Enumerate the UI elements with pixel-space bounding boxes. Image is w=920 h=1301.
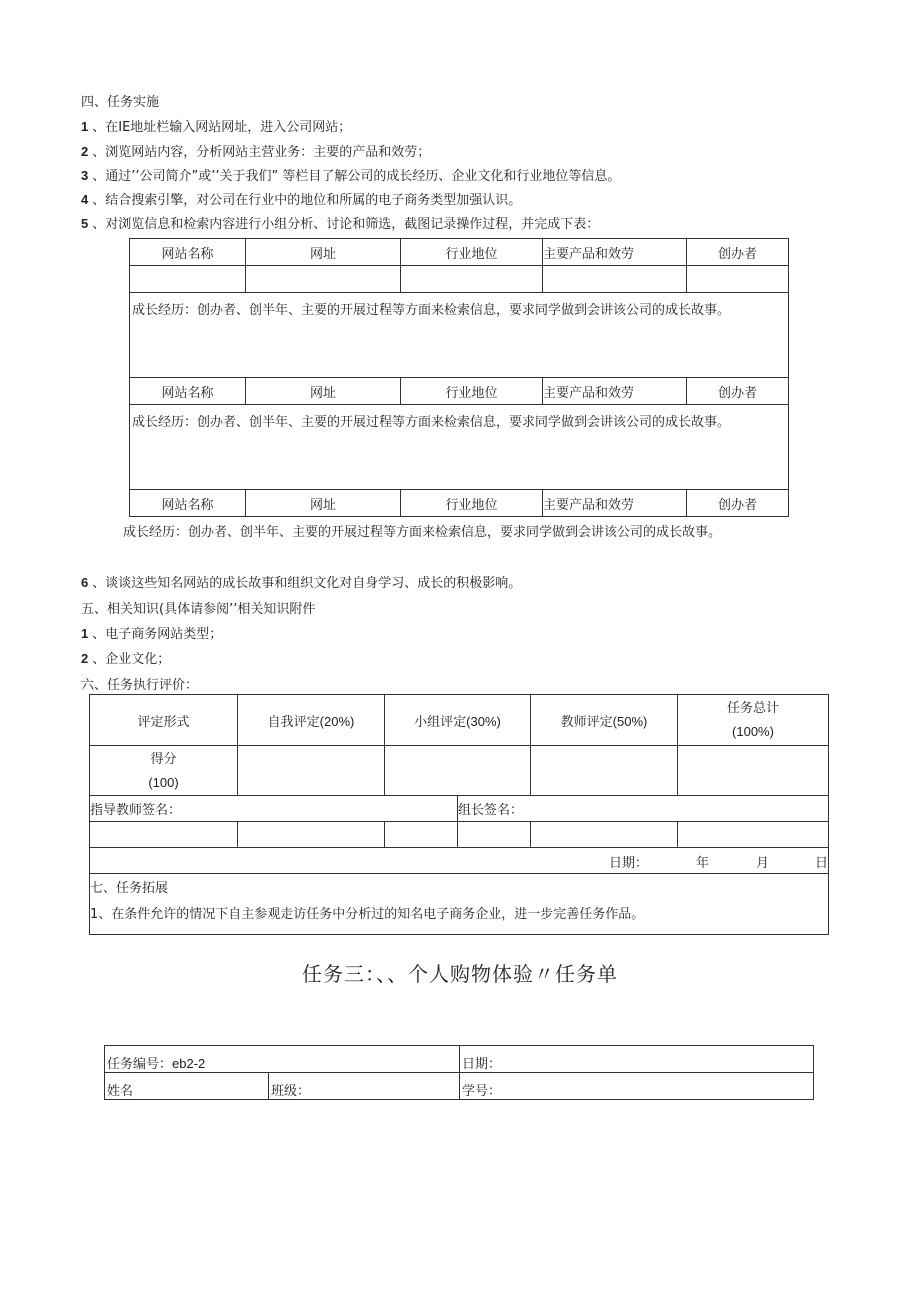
date-label: 日期： <box>609 856 649 871</box>
header-products: 主要产品和效劳 <box>543 490 687 517</box>
date-row <box>90 848 829 874</box>
task3-title: 任务三：、、个人购物体验〃任务单 <box>302 962 618 986</box>
header-products: 主要产品和效劳 <box>543 239 687 266</box>
eval-form-label: 评定形式 <box>90 695 238 746</box>
table-row <box>105 1073 814 1100</box>
date-day: 日 <box>815 856 829 871</box>
table-row <box>90 822 829 848</box>
section7 <box>90 874 829 935</box>
header-url: 网址 <box>246 378 401 405</box>
cell-site-name[interactable] <box>130 266 246 293</box>
table-row <box>130 266 789 293</box>
cell-products[interactable] <box>543 266 687 293</box>
growth-story-cell: 成长经历：创办者、创半年、主要的开展过程等方面来检索信息，要求同学做到会讲该公司的成长故事。 <box>130 405 789 490</box>
cell-founder[interactable] <box>687 266 789 293</box>
signature-cell[interactable] <box>238 822 385 848</box>
total-score-cell[interactable] <box>678 746 829 796</box>
step-3: 3 、通过’’公司简介”或’’关于我们” 等栏目了解公司的成长经历、企业文化和行业地位等信息。 <box>81 168 621 184</box>
knowledge-item-1: 1 、电子商务网站类型； <box>81 626 223 642</box>
table-row <box>90 848 829 874</box>
table-row <box>130 293 789 378</box>
signature-cell[interactable] <box>531 822 678 848</box>
signature-cell[interactable] <box>458 822 531 848</box>
table-row <box>130 490 789 517</box>
date-year: 年 <box>696 856 710 871</box>
cell-url[interactable] <box>246 266 401 293</box>
signature-cell[interactable] <box>385 822 458 848</box>
date-month: 月 <box>756 856 770 871</box>
task-total-label: 任务总计 (100%) <box>678 695 829 746</box>
knowledge-item-2: 2 、企业文化； <box>81 651 171 667</box>
header-industry-status: 行业地位 <box>401 490 543 517</box>
teacher-score-cell[interactable] <box>531 746 678 796</box>
table-row <box>90 695 829 746</box>
self-score-cell[interactable] <box>238 746 385 796</box>
teacher-signature: 指导教师签名： <box>90 796 458 822</box>
group-eval-label: 小组评定(30%) <box>385 695 531 746</box>
self-eval-label: 自我评定(20%) <box>238 695 385 746</box>
step-4: 4 、结合搜索引擎，对公司在行业中的地位和所属的电子商务类型加强认识。 <box>81 192 522 208</box>
header-site-name: 网站名称 <box>130 239 246 266</box>
table-row <box>90 796 829 822</box>
growth-story-text: 成长经历：创办者、创半年、主要的开展过程等方面来检索信息，要求同学做到会讲该公司的成长故事。 <box>123 525 722 540</box>
signature-cell[interactable] <box>90 822 238 848</box>
section5-heading: 五、相关知识(具体请参阅’’相关知识附件 <box>81 602 316 617</box>
leader-signature: 组长签名： <box>458 796 829 822</box>
task-number: 任务编号：eb2-2 <box>105 1046 460 1073</box>
step-1: 1 、在IE地址栏输入网站网址，进入公司网站； <box>81 119 352 135</box>
table-row <box>105 1046 814 1073</box>
student-id-field[interactable]: 学号： <box>460 1073 814 1100</box>
header-url: 网址 <box>246 490 401 517</box>
header-industry-status: 行业地位 <box>401 378 543 405</box>
header-site-name: 网站名称 <box>130 378 246 405</box>
step-5: 5 、对浏览信息和检索内容进行小组分析、讨论和筛选，截图记录操作过程，并完成下表： <box>81 216 600 232</box>
header-site-name: 网站名称 <box>130 490 246 517</box>
evaluation-table <box>89 694 829 935</box>
header-url: 网址 <box>246 239 401 266</box>
table-row <box>90 746 829 796</box>
signature-cell[interactable] <box>678 822 829 848</box>
group-score-cell[interactable] <box>385 746 531 796</box>
section6-heading: 六、任务执行评价： <box>81 678 199 693</box>
section4-heading: 四、任务实施 <box>81 95 160 110</box>
header-founder: 创办者 <box>687 378 789 405</box>
class-field[interactable]: 班级： <box>269 1073 460 1100</box>
header-founder: 创办者 <box>687 239 789 266</box>
table-row <box>90 874 829 935</box>
step-6: 6 、谈谈这些知名网站的成长故事和组织文化对自身学习、成长的积极影响。 <box>81 575 522 591</box>
teacher-eval-label: 教师评定(50%) <box>531 695 678 746</box>
header-products: 主要产品和效劳 <box>543 378 687 405</box>
task3-info-table <box>104 1045 814 1100</box>
step-2: 2 、浏览网站内容，分析网站主营业务：主要的产品和效劳； <box>81 144 431 160</box>
section7-item: 1、在条件允许的情况下自主参观走访任务中分析过的知名电子商务企业，进一步完善任务作品。 <box>90 907 645 922</box>
growth-story-cell: 成长经历：创办者、创半年、主要的开展过程等方面来检索信息，要求同学做到会讲该公司的成长故事。 <box>130 293 789 378</box>
name-field[interactable]: 姓名 <box>105 1073 269 1100</box>
section7-heading: 七、任务拓展 <box>90 881 169 896</box>
header-industry-status: 行业地位 <box>401 239 543 266</box>
table-row <box>130 378 789 405</box>
table-row <box>130 405 789 490</box>
task3-date: 日期： <box>460 1046 814 1073</box>
score-label: 得分 (100) <box>90 746 238 796</box>
table-row <box>130 239 789 266</box>
site-info-table <box>129 238 789 517</box>
header-founder: 创办者 <box>687 490 789 517</box>
cell-industry-status[interactable] <box>401 266 543 293</box>
